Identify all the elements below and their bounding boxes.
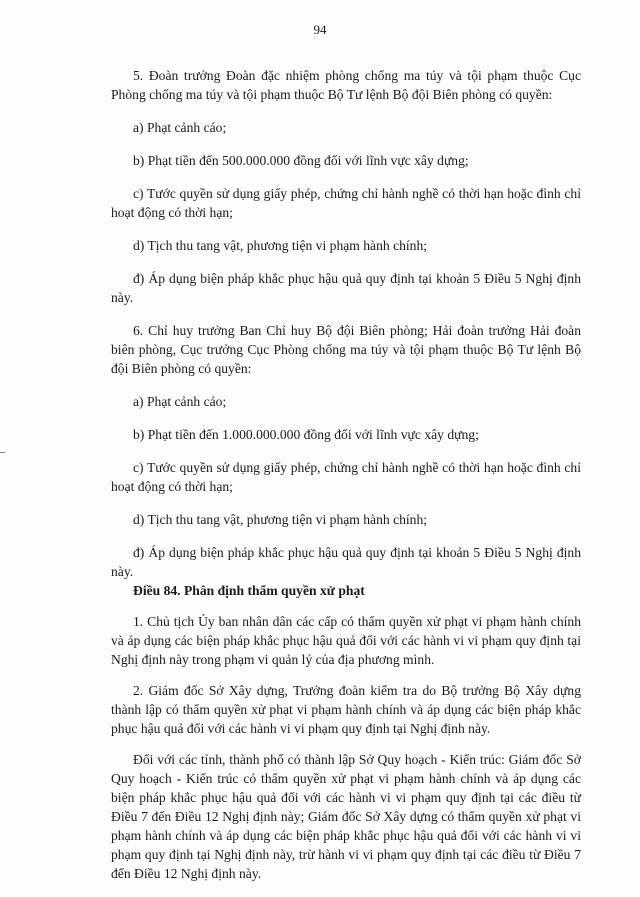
paragraph-clause-6b: b) Phạt tiền đến 1.000.000.000 đồng đối với lĩnh vực xây dựng; (133, 427, 479, 442)
document-body (111, 66, 581, 883)
article-heading: Điều 84. Phân định thẩm quyền xử phạt (133, 583, 365, 598)
paragraph-article-84-2: 2. Giám đốc Sở Xây dựng, Trưởng đoàn kiểm tra do Bộ trưởng Bộ Xây dựng thành lập có thẩm quyền xử phạt vi phạm hành chính và áp dụng các biện pháp khắc phục hậu quả đối với các hành vi vi phạm quy định tại Nghị định này. (111, 683, 581, 736)
paragraph-clause-5dd: đ) Áp dụng biện pháp khắc phục hậu quả quy định tại khoản 5 Điều 5 Nghị định này. (111, 271, 581, 305)
paragraph-clause-6dd: đ) Áp dụng biện pháp khắc phục hậu quả quy định tại khoản 5 Điều 5 Nghị định này. (111, 545, 581, 579)
paragraph-clause-5c: c) Tước quyền sử dụng giấy phép, chứng chỉ hành nghề có thời hạn hoặc đình chỉ hoạt động có thời hạn; (111, 186, 581, 220)
paragraph-article-84-planning: Đối với các tỉnh, thành phố có thành lập Sở Quy hoạch - Kiến trúc: Giám đốc Sở Quy hoạch - Kiến trúc có thẩm quyền xử phạt vi phạm hành chính và áp dụng các biện pháp khắc phục hậu quả đối với các hành vi vi phạm quy định tại các điều từ Điều 7 đến Điều 12 Nghị định này; Giám đốc Sở Xây dựng có thẩm quyền xử phạt vi phạm hành chính và áp dụng các biện pháp khắc phục hậu quả đối với các hành vi vi phạm quy định tại Nghị định này, trừ hành vi vi phạm quy định tại các điều từ Điều 7 đến Điều 12 Nghị định này. (111, 752, 581, 881)
paragraph-clause-6a: a) Phạt cảnh cáo; (133, 394, 227, 409)
paragraph-clause-5a: a) Phạt cảnh cáo; (133, 120, 227, 135)
scan-margin-mark (0, 452, 5, 453)
paragraph-article-84-1: 1. Chủ tịch Ủy ban nhân dân các cấp có thẩm quyền xử phạt vi phạm hành chính và áp dụng các biện pháp khắc phục hậu quả đối với các hành vi vi phạm quy định tại Nghị định này trong phạm vi quản lý của địa phương mình. (111, 614, 581, 667)
paragraph-clause-6d: d) Tịch thu tang vật, phương tiện vi phạm hành chính; (133, 512, 428, 527)
paragraph-clause-5d: d) Tịch thu tang vật, phương tiện vi phạm hành chính; (133, 238, 428, 253)
paragraph-clause-5: 5. Đoàn trưởng Đoàn đặc nhiệm phòng chống ma túy và tội phạm thuộc Cục Phòng chống ma túy và tội phạm thuộc Bộ Tư lệnh Bộ đội Biên phòng có quyền: (111, 68, 581, 102)
paragraph-clause-6: 6. Chỉ huy trưởng Ban Chỉ huy Bộ đội Biên phòng; Hải đoàn trưởng Hải đoàn biên phòng, Cục trưởng Cục Phòng chống ma túy và tội phạm thuộc Bộ Tư lệnh Bộ đội Biên phòng có quyền: (111, 323, 581, 376)
page-number: 94 (313, 22, 327, 37)
paragraph-clause-5b: b) Phạt tiền đến 500.000.000 đồng đối với lĩnh vực xây dựng; (133, 153, 469, 168)
paragraph-clause-6c: c) Tước quyền sử dụng giấy phép, chứng chỉ hành nghề có thời hạn hoặc đình chỉ hoạt động có thời hạn; (111, 460, 581, 494)
